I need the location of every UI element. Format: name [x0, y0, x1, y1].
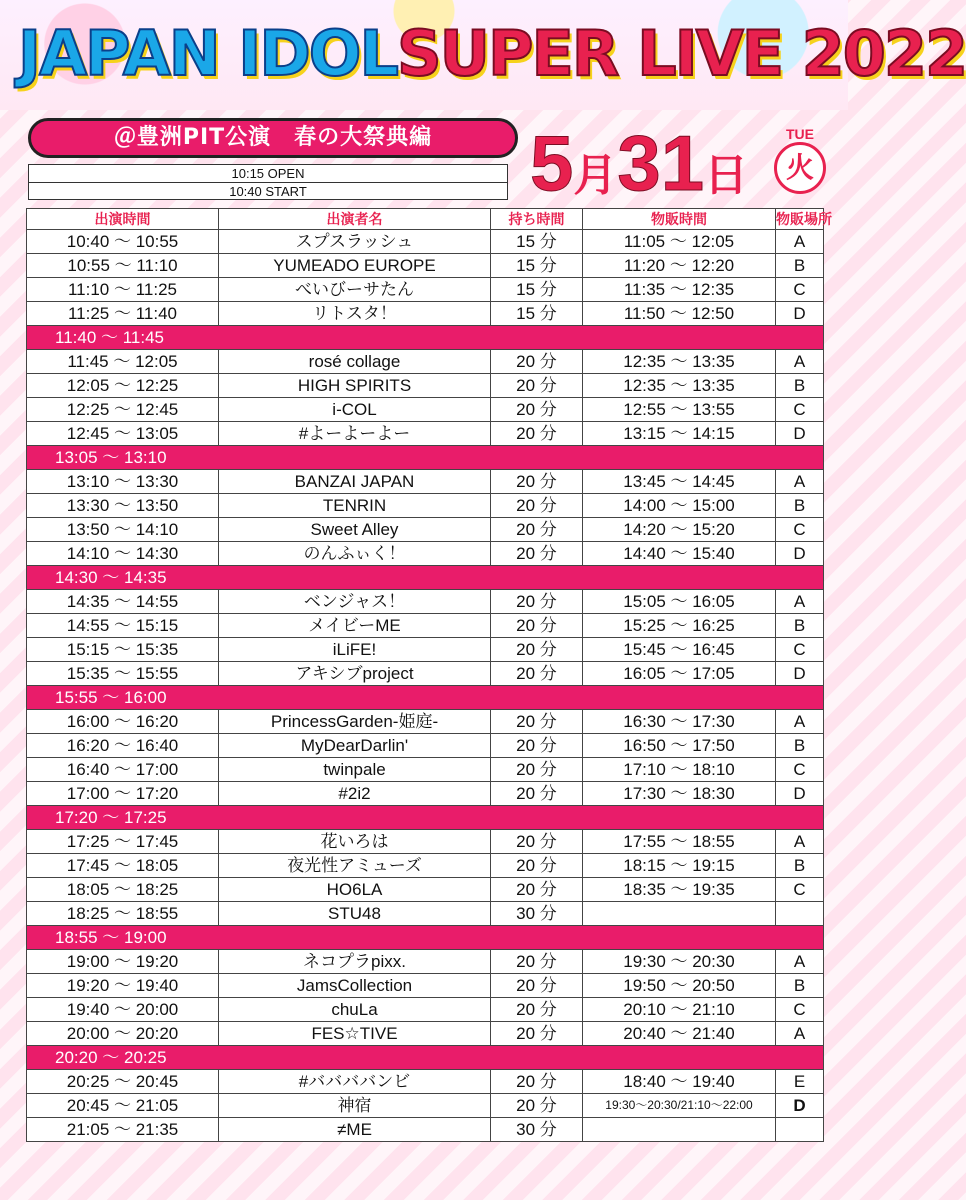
performer-name: #ババババンビ: [219, 1070, 491, 1094]
table-row: [27, 638, 824, 662]
merch-time: 15:45 〜 16:45: [583, 638, 776, 662]
date-day-kanji: 日: [704, 151, 749, 200]
merch-place: A: [776, 830, 824, 854]
duration: 20 分: [491, 830, 583, 854]
performance-time: 17:45 〜 18:05: [27, 854, 219, 878]
merch-time: 15:25 〜 16:25: [583, 614, 776, 638]
duration: 20 分: [491, 782, 583, 806]
open-time: 10:15 OPEN: [231, 166, 305, 181]
merch-place: B: [776, 374, 824, 398]
break-time: 20:20 〜 20:25: [27, 1046, 824, 1070]
merch-time: 20:40 〜 21:40: [583, 1022, 776, 1046]
performer-name: スプスラッシュ: [219, 230, 491, 254]
table-row: [27, 662, 824, 686]
merch-place: C: [776, 758, 824, 782]
performer-name: BANZAI JAPAN: [219, 470, 491, 494]
date-month: 5: [530, 119, 574, 207]
performance-time: 12:25 〜 12:45: [27, 398, 219, 422]
duration: 20 分: [491, 878, 583, 902]
performer-name: のんふぃく！: [219, 542, 491, 566]
performance-time: 12:45 〜 13:05: [27, 422, 219, 446]
table-row: [27, 374, 824, 398]
performer-name: べいびーサたん: [219, 278, 491, 302]
timetable-header-row: [27, 209, 824, 230]
day-of-week-jp: 火: [774, 142, 826, 194]
performance-time: 11:45 〜 12:05: [27, 350, 219, 374]
merch-place: C: [776, 398, 824, 422]
performer-name: #よーよーよー: [219, 422, 491, 446]
duration: 20 分: [491, 854, 583, 878]
merch-place: C: [776, 278, 824, 302]
merch-time: 19:50 〜 20:50: [583, 974, 776, 998]
duration: 20 分: [491, 1022, 583, 1046]
merch-place: C: [776, 638, 824, 662]
performer-name: 夜光性アミューズ: [219, 854, 491, 878]
merch-time: 16:30 〜 17:30: [583, 710, 776, 734]
merch-time: 11:05 〜 12:05: [583, 230, 776, 254]
timetable-body: [27, 230, 824, 1142]
merch-time: 19:30 〜 20:30: [583, 950, 776, 974]
performer-name: PrincessGarden-姫庭-: [219, 710, 491, 734]
date-month-kanji: 月: [573, 151, 618, 200]
table-row: [27, 398, 824, 422]
merch-time: 15:05 〜 16:05: [583, 590, 776, 614]
performance-time: 20:25 〜 20:45: [27, 1070, 219, 1094]
merch-time: 12:55 〜 13:55: [583, 398, 776, 422]
duration: 20 分: [491, 758, 583, 782]
duration: 20 分: [491, 470, 583, 494]
merch-time: 11:35 〜 12:35: [583, 278, 776, 302]
duration: 20 分: [491, 542, 583, 566]
break-time: 15:55 〜 16:00: [27, 686, 824, 710]
break-time: 11:40 〜 11:45: [27, 326, 824, 350]
table-row: [27, 830, 824, 854]
open-start-box: [28, 164, 508, 200]
merch-time: 17:30 〜 18:30: [583, 782, 776, 806]
performer-name: twinpale: [219, 758, 491, 782]
table-row: [27, 998, 824, 1022]
header-merch-place: 物販場所: [776, 209, 824, 230]
merch-time: 16:50 〜 17:50: [583, 734, 776, 758]
table-row: [27, 782, 824, 806]
duration: 20 分: [491, 374, 583, 398]
performance-time: 19:20 〜 19:40: [27, 974, 219, 998]
merch-time: 14:20 〜 15:20: [583, 518, 776, 542]
break-row: [27, 806, 824, 830]
performance-time: 19:40 〜 20:00: [27, 998, 219, 1022]
performance-time: 13:50 〜 14:10: [27, 518, 219, 542]
performance-time: 12:05 〜 12:25: [27, 374, 219, 398]
header-duration: 持ち時間: [491, 209, 583, 230]
performer-name: HO6LA: [219, 878, 491, 902]
duration: 20 分: [491, 950, 583, 974]
duration: 30 分: [491, 1118, 583, 1142]
performance-time: 15:35 〜 15:55: [27, 662, 219, 686]
performance-time: 18:25 〜 18:55: [27, 902, 219, 926]
performance-time: 15:15 〜 15:35: [27, 638, 219, 662]
duration: 20 分: [491, 422, 583, 446]
merch-place: D: [776, 422, 824, 446]
merch-place: B: [776, 614, 824, 638]
merch-place: A: [776, 350, 824, 374]
duration: 20 分: [491, 710, 583, 734]
merch-place: A: [776, 710, 824, 734]
merch-time: 11:50 〜 12:50: [583, 302, 776, 326]
performance-time: 10:40 〜 10:55: [27, 230, 219, 254]
break-row: [27, 566, 824, 590]
performance-time: 17:00 〜 17:20: [27, 782, 219, 806]
duration: 20 分: [491, 998, 583, 1022]
break-row: [27, 446, 824, 470]
table-row: [27, 974, 824, 998]
break-row: [27, 326, 824, 350]
venue-label: ＠豊洲PIT公演 春の大祭典編: [28, 118, 518, 158]
performance-time: 13:30 〜 13:50: [27, 494, 219, 518]
performer-name: MyDearDarlin': [219, 734, 491, 758]
table-row: [27, 278, 824, 302]
performer-name: i-COL: [219, 398, 491, 422]
performer-name: JamsCollection: [219, 974, 491, 998]
performer-name: リトスタ！: [219, 302, 491, 326]
break-time: 13:05 〜 13:10: [27, 446, 824, 470]
merch-place: A: [776, 470, 824, 494]
performance-time: 20:45 〜 21:05: [27, 1094, 219, 1118]
merch-time: 16:05 〜 17:05: [583, 662, 776, 686]
header-performer: 出演者名: [219, 209, 491, 230]
table-row: [27, 254, 824, 278]
performer-name: YUMEADO EUROPE: [219, 254, 491, 278]
performer-name: Sweet Alley: [219, 518, 491, 542]
header-merch-time: 物販時間: [583, 209, 776, 230]
duration: 20 分: [491, 590, 583, 614]
merch-place: A: [776, 230, 824, 254]
header-banner: [0, 0, 966, 110]
merch-time: 12:35 〜 13:35: [583, 374, 776, 398]
performance-time: 17:25 〜 17:45: [27, 830, 219, 854]
table-row: [27, 542, 824, 566]
performer-name: ネコプラpixx.: [219, 950, 491, 974]
merch-place: C: [776, 998, 824, 1022]
event-title-part1: JAPAN IDOL: [18, 17, 398, 90]
performer-name: 神宿: [219, 1094, 491, 1118]
merch-time: 14:00 〜 15:00: [583, 494, 776, 518]
performance-time: 16:40 〜 17:00: [27, 758, 219, 782]
performance-time: 21:05 〜 21:35: [27, 1118, 219, 1142]
performer-name: ≠ME: [219, 1118, 491, 1142]
performance-time: 16:00 〜 16:20: [27, 710, 219, 734]
duration: 20 分: [491, 734, 583, 758]
performance-time: 11:10 〜 11:25: [27, 278, 219, 302]
merch-time: 13:45 〜 14:45: [583, 470, 776, 494]
table-row: [27, 1118, 824, 1142]
performance-time: 18:05 〜 18:25: [27, 878, 219, 902]
performer-name: #2i2: [219, 782, 491, 806]
table-row: [27, 302, 824, 326]
performance-time: 19:00 〜 19:20: [27, 950, 219, 974]
table-row: [27, 350, 824, 374]
performer-name: HIGH SPIRITS: [219, 374, 491, 398]
performer-name: メイビーME: [219, 614, 491, 638]
table-row: [27, 710, 824, 734]
merch-place: E: [776, 1070, 824, 1094]
duration: 30 分: [491, 902, 583, 926]
merch-place: C: [776, 878, 824, 902]
table-row: [27, 878, 824, 902]
merch-place: B: [776, 974, 824, 998]
table-row: [27, 854, 824, 878]
performer-name: iLiFE!: [219, 638, 491, 662]
table-row: [27, 1022, 824, 1046]
table-row: [27, 1070, 824, 1094]
table-row: [27, 734, 824, 758]
merch-place: D: [776, 1094, 824, 1118]
header-performance-time: 出演時間: [27, 209, 219, 230]
duration: 20 分: [491, 1070, 583, 1094]
duration: 20 分: [491, 350, 583, 374]
performance-time: 11:25 〜 11:40: [27, 302, 219, 326]
merch-time: 13:15 〜 14:15: [583, 422, 776, 446]
merch-place: C: [776, 518, 824, 542]
duration: 20 分: [491, 398, 583, 422]
break-time: 17:20 〜 17:25: [27, 806, 824, 830]
merch-time: 19:30〜20:30/21:10〜22:00: [583, 1094, 776, 1118]
duration: 20 分: [491, 614, 583, 638]
duration: 15 分: [491, 278, 583, 302]
start-time: 10:40 START: [29, 182, 507, 200]
break-row: [27, 1046, 824, 1070]
performer-name: 花いろは: [219, 830, 491, 854]
timetable: [26, 208, 832, 1142]
performer-name: rosé collage: [219, 350, 491, 374]
merch-place: B: [776, 254, 824, 278]
event-date: [530, 118, 830, 208]
table-row: [27, 590, 824, 614]
day-of-week: [774, 126, 826, 194]
merch-place: A: [776, 590, 824, 614]
merch-place: B: [776, 494, 824, 518]
performance-time: 14:10 〜 14:30: [27, 542, 219, 566]
merch-place: [776, 1118, 824, 1142]
table-row: [27, 758, 824, 782]
merch-time: 12:35 〜 13:35: [583, 350, 776, 374]
merch-time: 14:40 〜 15:40: [583, 542, 776, 566]
break-row: [27, 926, 824, 950]
duration: 20 分: [491, 518, 583, 542]
merch-place: [776, 902, 824, 926]
performer-name: FES☆TIVE: [219, 1022, 491, 1046]
performance-time: 16:20 〜 16:40: [27, 734, 219, 758]
table-row: [27, 614, 824, 638]
day-of-week-en: TUE: [786, 126, 814, 142]
performer-name: STU48: [219, 902, 491, 926]
table-row: [27, 230, 824, 254]
merch-time: 18:40 〜 19:40: [583, 1070, 776, 1094]
merch-place: D: [776, 782, 824, 806]
table-row: [27, 518, 824, 542]
merch-time: 20:10 〜 21:10: [583, 998, 776, 1022]
performer-name: chuLa: [219, 998, 491, 1022]
merch-place: A: [776, 1022, 824, 1046]
merch-place: D: [776, 302, 824, 326]
date-day: 31: [617, 119, 705, 207]
merch-place: A: [776, 950, 824, 974]
merch-place: D: [776, 542, 824, 566]
merch-place: B: [776, 854, 824, 878]
duration: 15 分: [491, 302, 583, 326]
duration: 20 分: [491, 662, 583, 686]
duration: 20 分: [491, 1094, 583, 1118]
break-time: 18:55 〜 19:00: [27, 926, 824, 950]
break-row: [27, 686, 824, 710]
table-row: [27, 422, 824, 446]
duration: 20 分: [491, 974, 583, 998]
performance-time: 10:55 〜 11:10: [27, 254, 219, 278]
table-row: [27, 494, 824, 518]
performance-time: 14:35 〜 14:55: [27, 590, 219, 614]
merch-time: [583, 1118, 776, 1142]
performer-name: TENRIN: [219, 494, 491, 518]
table-row: [27, 1094, 824, 1118]
performer-name: ベンジャス！: [219, 590, 491, 614]
merch-time: 17:10 〜 18:10: [583, 758, 776, 782]
performance-time: 13:10 〜 13:30: [27, 470, 219, 494]
duration: 15 分: [491, 230, 583, 254]
event-title-part2: SUPER LIVE 2022: [397, 17, 966, 90]
merch-place: B: [776, 734, 824, 758]
performance-time: 14:55 〜 15:15: [27, 614, 219, 638]
merch-time: [583, 902, 776, 926]
duration: 15 分: [491, 254, 583, 278]
merch-time: 18:15 〜 19:15: [583, 854, 776, 878]
merch-time: 17:55 〜 18:55: [583, 830, 776, 854]
table-row: [27, 470, 824, 494]
table-row: [27, 950, 824, 974]
merch-time: 11:20 〜 12:20: [583, 254, 776, 278]
duration: 20 分: [491, 638, 583, 662]
merch-place: D: [776, 662, 824, 686]
merch-time: 18:35 〜 19:35: [583, 878, 776, 902]
event-title: [18, 10, 966, 98]
table-row: [27, 902, 824, 926]
performer-name: アキシブproject: [219, 662, 491, 686]
break-time: 14:30 〜 14:35: [27, 566, 824, 590]
performance-time: 20:00 〜 20:20: [27, 1022, 219, 1046]
duration: 20 分: [491, 494, 583, 518]
